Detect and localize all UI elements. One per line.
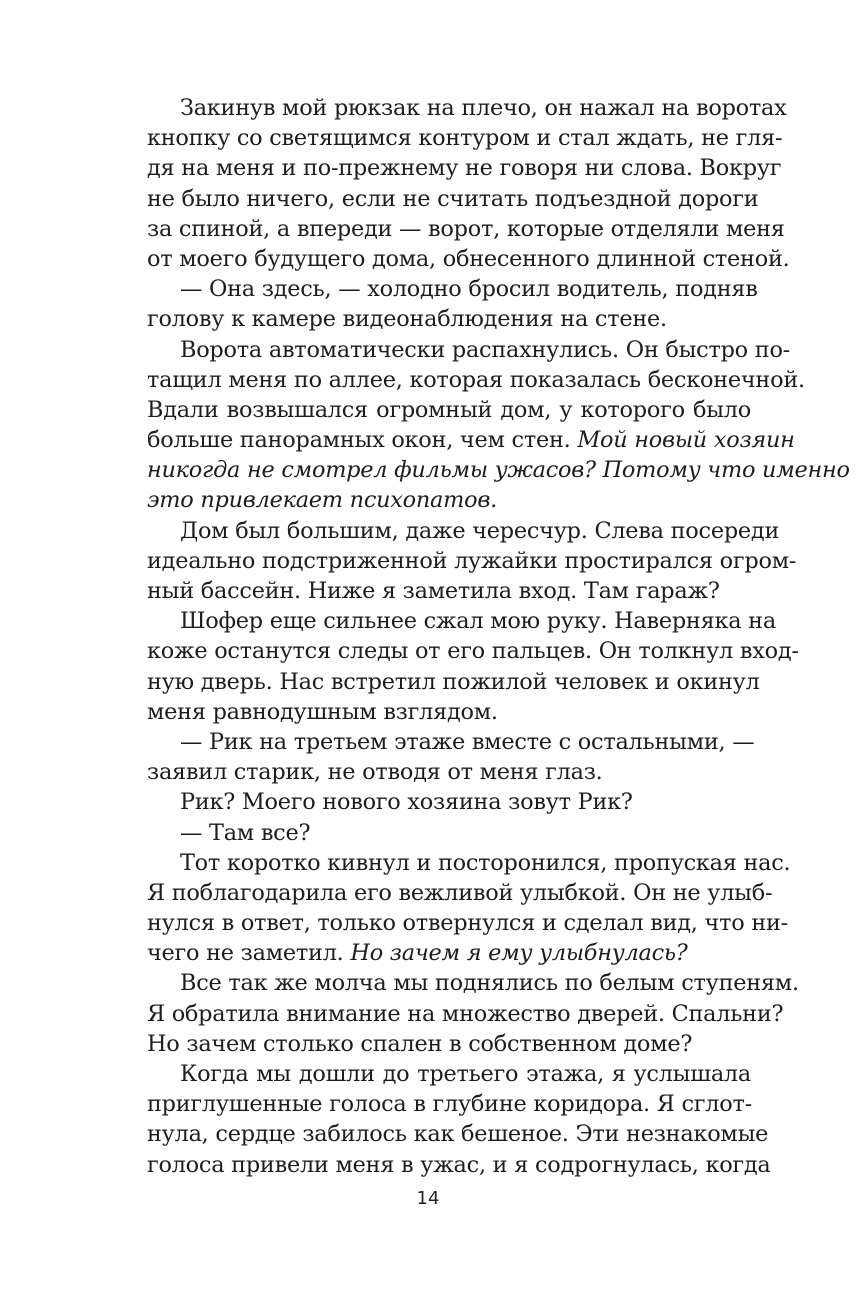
text-segment: Я обратила внимание на множество дверей. Спальни? <box>147 1000 784 1027</box>
text-line <box>147 968 799 998</box>
text-segment: Когда мы дошли до третьего этажа, я услышала <box>180 1061 751 1087</box>
italic-text: Мой новый хозяин <box>577 427 795 454</box>
text-segment: Шофер еще сильнее сжал мою руку. Наверняка на <box>180 608 776 635</box>
text-segment: Тот коротко кивнул и посторонился, пропуская нас. <box>180 849 791 876</box>
text-line <box>147 576 751 606</box>
text-line <box>147 818 751 848</box>
text-line <box>147 1059 751 1089</box>
text-line <box>147 455 850 485</box>
text-line <box>147 93 787 123</box>
text-segment: Ворота автоматически распахнулись. Он быстро по- <box>180 336 790 363</box>
text-line <box>147 1029 751 1059</box>
text-segment: — Она здесь, — холодно бросил водитель, подняв <box>180 276 758 303</box>
text-line <box>147 335 790 365</box>
text-line <box>147 787 751 817</box>
text-line <box>147 304 751 334</box>
text-line <box>147 667 760 697</box>
italic-text: Но зачем я ему улыбнулась? <box>350 940 688 967</box>
text-segment: — Там все? <box>180 819 311 846</box>
text-segment: Рик? Моего нового хозяина зовут Рик? <box>180 789 633 816</box>
text-segment: ный бассейн. Ниже я заметила вход. Там гараж? <box>147 578 720 604</box>
text-segment: ную дверь. Нас встретил пожилой человек и окинул <box>147 668 760 695</box>
text-line <box>147 516 780 546</box>
italic-text: это привлекает психопатов. <box>147 487 498 514</box>
text-line <box>147 395 751 425</box>
text-line <box>147 606 776 636</box>
text-line <box>147 848 791 878</box>
paragraph <box>147 274 758 334</box>
text-line <box>147 365 805 395</box>
paragraph <box>147 335 850 516</box>
text-line <box>147 938 751 968</box>
text-segment: кнопку со светящимся контуром и стал ждать, не гля- <box>147 125 783 152</box>
text-segment: больше панорамных окон, чем стен. <box>147 427 578 454</box>
text-line <box>147 1150 771 1180</box>
page-number: 14 <box>416 1188 440 1209</box>
text-line <box>147 1119 769 1149</box>
text-segment: за спиной, а впереди — ворот, которые отделяли меня <box>147 215 785 242</box>
text-segment: приглушенные голоса в глубине коридора. Я сглот- <box>147 1091 752 1118</box>
text-segment: Вдали возвышался огромный дом, у которого было <box>147 396 751 423</box>
text-segment: голову к камере видеонаблюдения на стене. <box>147 306 667 333</box>
text-line <box>147 214 785 244</box>
text-segment: Все так же молча мы поднялись по белым ступеням. <box>180 970 799 997</box>
paragraph <box>147 1059 771 1180</box>
paragraph <box>147 787 751 817</box>
text-line <box>147 636 799 666</box>
paragraph <box>147 606 799 727</box>
text-segment: тащил меня по аллее, которая показалась бесконечной. <box>147 366 805 393</box>
text-line <box>147 1089 751 1119</box>
text-line <box>147 153 782 183</box>
text-line <box>147 878 773 908</box>
text-line <box>147 184 759 214</box>
text-line <box>147 244 790 274</box>
paragraph <box>147 848 791 969</box>
italic-text: никогда не смотрел фильмы ужасов? Потому что именно <box>147 457 850 484</box>
text-segment: Закинув мой рюкзак на плечо, он нажал на воротах <box>180 95 787 121</box>
text-segment: меня равнодушным взглядом. <box>147 698 498 725</box>
text-line <box>147 274 758 304</box>
text-segment: от моего будущего дома, обнесенного длинной стеной. <box>147 245 790 272</box>
text-segment: не было ничего, если не считать подъездной дороги <box>147 185 759 212</box>
paragraph <box>147 968 799 1059</box>
text-line <box>147 727 755 757</box>
paragraph <box>147 727 755 787</box>
paragraph <box>147 93 790 274</box>
paragraph <box>147 516 797 607</box>
text-segment: заявил старик, не отводя от меня глаз. <box>147 759 603 786</box>
text-segment: голоса привели меня в ужас, и я содрогнулась, когда <box>147 1151 771 1178</box>
text-segment: нулся в ответ, только отвернулся и сделал вид, что ни- <box>147 910 788 937</box>
text-line <box>147 908 788 938</box>
text-segment: чего не заметил. <box>147 940 351 967</box>
body-text <box>147 93 850 1180</box>
text-line <box>147 485 751 515</box>
text-segment: дя на меня и по-прежнему не говоря ни слова. Вокруг <box>147 155 782 182</box>
text-line <box>147 425 795 455</box>
paragraph <box>147 818 751 848</box>
text-line <box>147 757 751 787</box>
text-segment: коже останутся следы от его пальцев. Он толкнул вход- <box>147 638 799 665</box>
text-line <box>147 697 751 727</box>
text-segment: — Рик на третьем этаже вместе с остальными, — <box>180 728 755 755</box>
text-segment: Но зачем столько спален в собственном доме? <box>147 1030 693 1057</box>
text-segment: Дом был большим, даже чересчур. Слева посереди <box>180 517 780 544</box>
text-segment: нула, сердце забилось как бешеное. Эти незнакомые <box>147 1121 769 1148</box>
text-segment: Я поблагодарила его вежливой улыбкой. Он не улыб- <box>147 879 773 906</box>
text-line <box>147 123 783 153</box>
text-line <box>147 546 797 576</box>
text-segment: идеально подстриженной лужайки простирался огром- <box>147 547 797 574</box>
text-line <box>147 999 784 1029</box>
